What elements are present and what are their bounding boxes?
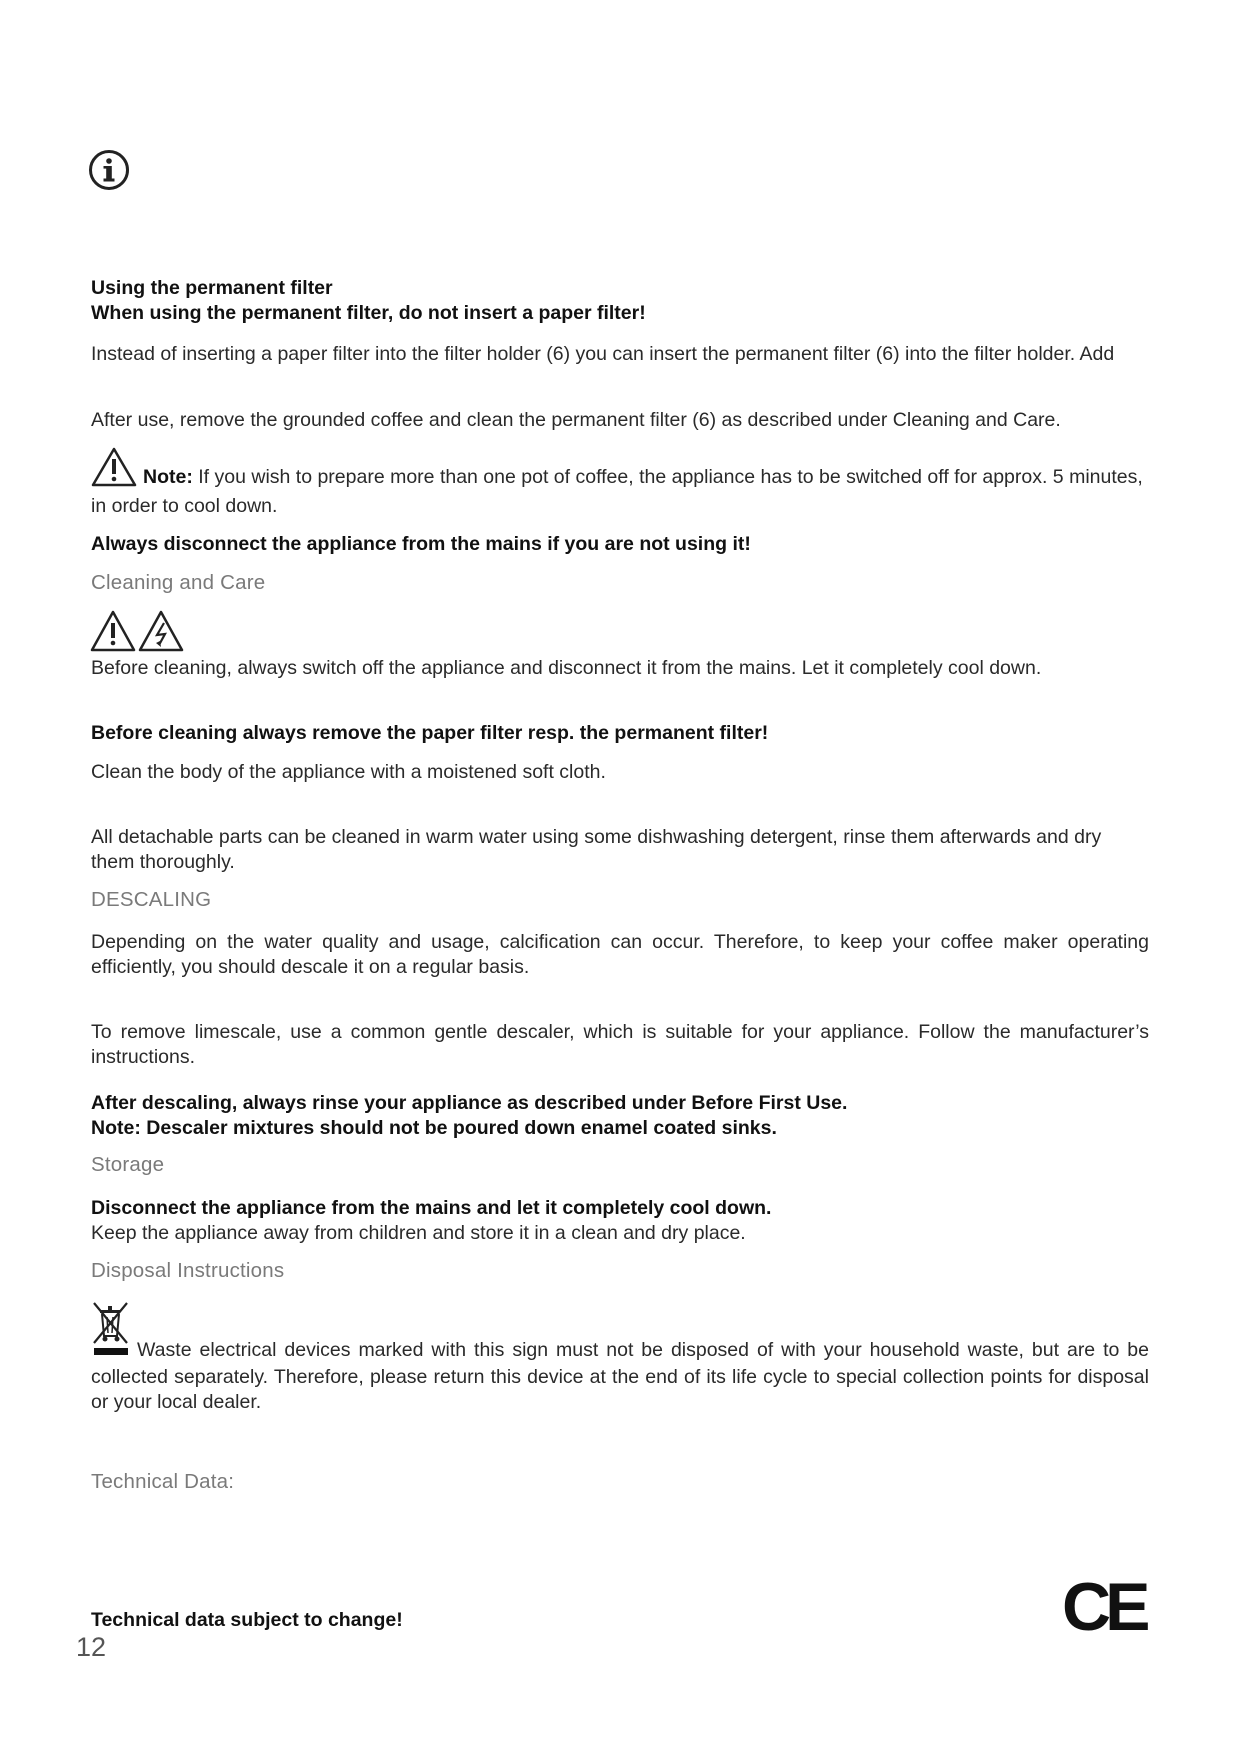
storage-heading: Storage — [91, 1153, 165, 1176]
storage-keep: Keep the appliance away from children and store it in a clean and dry place. — [91, 1222, 746, 1244]
note-text: If you wish to prepare more than one pot of coffee, the appliance has to be switched off for approx. 5 minutes, in order to cool down. — [91, 466, 1143, 517]
detachable-parts-text: All detachable parts can be cleaned in warm water using some dishwashing detergent, rinse them afterwards and dry them thoroughly. — [91, 826, 1102, 873]
technical-data-change-notice: Technical data subject to change! — [91, 1609, 403, 1631]
disposal-paragraph — [91, 1300, 1149, 1415]
warning-icon — [91, 447, 137, 494]
descaling-heading: DESCALING — [91, 888, 212, 911]
caution-icon — [90, 610, 136, 652]
before-cleaning-text: Before cleaning, always switch off the appliance and disconnect it from the mains. Let it completely cool down. — [91, 657, 1042, 679]
descaling-para-2: To remove limescale, use a common gentle descaler, which is suitable for your appliance. Follow the manufacturer’s instructions. — [91, 1021, 1149, 1068]
descaling-para-1: Depending on the water quality and usage, calcification can occur. Therefore, to keep your coffee maker operating efficiently, you should descale it on a regular basis. — [91, 931, 1149, 978]
permanent-filter-instruction: Instead of inserting a paper filter into the filter holder (6) you can insert the permanent filter (6) into the filter holder. Add — [91, 343, 1115, 365]
disposal-heading: Disposal Instructions — [91, 1259, 285, 1282]
after-use-text: After use, remove the grounded coffee and clean the permanent filter (6) as described under Cleaning and Care. — [91, 409, 1061, 431]
disposal-text: Waste electrical devices marked with this sign must not be disposed of with your household waste, but are to be collected separately. Therefore, please return this device at the end of its life cycle to special collection points for disposal or your local dealer. — [91, 1339, 1149, 1413]
info-icon — [88, 149, 130, 191]
cleaning-heading: Cleaning and Care — [91, 571, 266, 594]
remove-filter-warning: Before cleaning always remove the paper filter resp. the permanent filter! — [91, 722, 769, 744]
page-number: 12 — [76, 1632, 107, 1662]
descaling-note: Note: Descaler mixtures should not be poured down enamel coated sinks. — [91, 1117, 777, 1139]
storage-disconnect: Disconnect the appliance from the mains and let it completely cool down. — [91, 1197, 772, 1219]
disconnect-warning: Always disconnect the appliance from the mains if you are not using it! — [91, 533, 751, 555]
descaling-rinse: After descaling, always rinse your appliance as described under Before First Use. — [91, 1092, 848, 1114]
note-paragraph — [91, 447, 1149, 519]
electric-hazard-icon — [138, 610, 184, 652]
clean-body-text: Clean the body of the appliance with a moistened soft cloth. — [91, 761, 606, 783]
permanent-filter-warning: When using the permanent filter, do not insert a paper filter! — [91, 302, 646, 324]
technical-data-heading: Technical Data: — [91, 1470, 235, 1493]
ce-mark: CE — [1062, 1569, 1145, 1645]
permanent-filter-title: Using the permanent filter — [91, 277, 333, 299]
note-label: Note: — [143, 466, 193, 488]
weee-bin-icon — [91, 1300, 131, 1365]
